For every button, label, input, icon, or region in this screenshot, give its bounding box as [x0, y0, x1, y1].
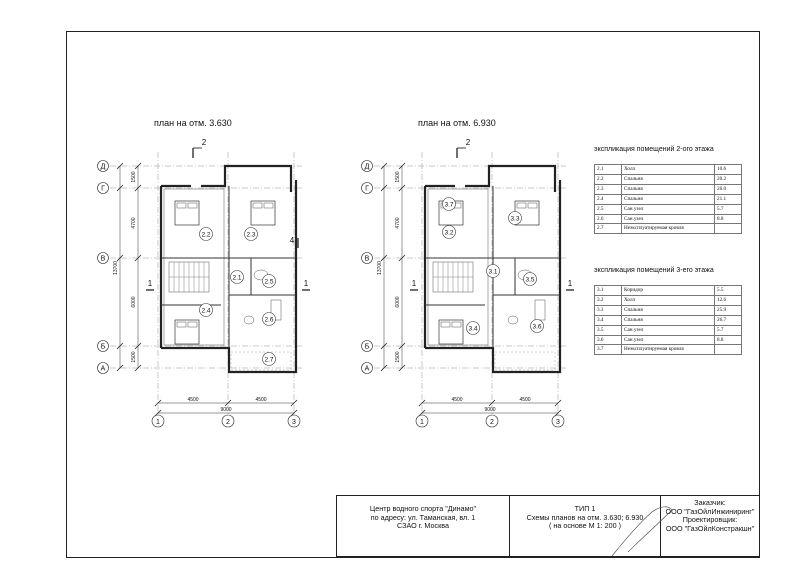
- dimension-value: 4500: [519, 397, 531, 403]
- explication-floor3-row: [595, 335, 742, 345]
- explication-floor2-row: [595, 224, 742, 234]
- dimension-value: 13700: [377, 261, 383, 275]
- title-block-sheet: [509, 495, 661, 557]
- dimension-value: 1500: [131, 351, 137, 363]
- bed-furniture: [175, 320, 199, 344]
- explication-floor2-cell-area: 10.6: [715, 165, 742, 175]
- sheet-line-2: Схемы планов на отм. 3.630; 6.930: [526, 512, 644, 522]
- customer-label: Заказчик:: [694, 498, 726, 507]
- bed-furniture: [175, 201, 199, 225]
- dimension-value: 9000: [220, 407, 232, 413]
- explication-floor3-table: [594, 285, 742, 355]
- explication-floor3-cell-num: 3.3: [595, 305, 622, 315]
- axis-row-label: Б: [364, 343, 370, 351]
- sink: [244, 316, 254, 324]
- axis-row-label: А: [364, 365, 370, 373]
- section-mark-label: 2: [465, 138, 471, 147]
- explication-floor2-row: [595, 204, 742, 214]
- room-label-2.5: 2.5: [264, 278, 274, 286]
- explication-floor2-cell-num: 2.4: [595, 194, 622, 204]
- explication-floor2-cell-name: Спальня: [622, 194, 715, 204]
- plan-title-floor3: план на отм. 6.930: [418, 118, 496, 128]
- room-label-2.2: 2.2: [201, 231, 211, 239]
- room-label-3.7: 3.7: [444, 201, 454, 209]
- explication-floor2-cell-name: Сан.узел: [622, 214, 715, 224]
- axis-col-label: 1: [156, 419, 160, 426]
- room-label-2.7: 2.7: [264, 356, 274, 364]
- explication-floor3-row: [595, 345, 742, 355]
- roof-area-hatch: [231, 352, 291, 370]
- explication-floor2-row: [595, 214, 742, 224]
- shower: [535, 300, 545, 320]
- explication-floor3-cell-num: 3.2: [595, 295, 622, 305]
- explication-floor3-row: [595, 325, 742, 335]
- dimension-value: 4500: [255, 397, 267, 403]
- plan-title-floor2: план на отм. 3.630: [154, 118, 232, 128]
- explication-floor3-row: [595, 286, 742, 296]
- explication-floor2-cell-area: 8.8: [715, 214, 742, 224]
- room-label-3.2: 3.2: [444, 229, 454, 237]
- sink: [508, 316, 518, 324]
- explication-floor3-cell-area: 8.8: [715, 335, 742, 345]
- room-label-2.3: 2.3: [246, 231, 256, 239]
- explication-floor2-title: экспликация помещений 2-ого этажа: [594, 146, 714, 153]
- explication-floor3-cell-name: Холл: [622, 295, 715, 305]
- explication-floor3-cell-name: Коридор: [622, 286, 715, 296]
- explication-floor3-cell-area: 12.6: [715, 295, 742, 305]
- dimension-value: 1500: [395, 171, 401, 183]
- axis-row-label: Д: [364, 163, 370, 171]
- explication-floor3-title: экспликация помещений 3-его этажа: [594, 267, 714, 274]
- dimension-value: 4500: [451, 397, 463, 403]
- section-mark-label: 4: [289, 236, 295, 245]
- explication-floor3-cell-name: Неэксплуатируемая кровля: [622, 345, 715, 355]
- customer-name: ООО "ГазОйлИнжиниринг": [665, 506, 755, 516]
- section-mark-label: 1: [567, 279, 573, 288]
- room-label-3.1: 3.1: [488, 268, 498, 276]
- room-label-3.4: 3.4: [468, 325, 478, 333]
- explication-floor3-cell-area: 5.7: [715, 325, 742, 335]
- axis-col-label: 3: [292, 419, 296, 426]
- explication-floor2-cell-num: 2.5: [595, 204, 622, 214]
- explication-floor2-cell-num: 2.3: [595, 184, 622, 194]
- axis-row-label: Г: [365, 185, 369, 193]
- explication-floor3-cell-num: 3.6: [595, 335, 622, 345]
- explication-floor3-cell-num: 3.7: [595, 345, 622, 355]
- explication-floor3-cell-name: Спальня: [622, 315, 715, 325]
- dimension-value: 4700: [131, 217, 137, 229]
- project-line-1: Центр водного спорта "Динамо": [369, 504, 477, 513]
- explication-floor2-cell-area: 20.2: [715, 174, 742, 184]
- room-label-2.1: 2.1: [232, 274, 242, 282]
- explication-floor2-cell-area: [715, 224, 742, 234]
- roof-area-hatch: [495, 352, 555, 370]
- explication-floor3-cell-num: 3.4: [595, 315, 622, 325]
- explication-floor2-cell-name: Спальня: [622, 184, 715, 194]
- section-mark-label: 2: [201, 138, 207, 147]
- bed-furniture: [439, 320, 463, 344]
- axis-row-label: А: [100, 365, 106, 373]
- axis-row-label: Б: [100, 343, 106, 351]
- title-block-project: [336, 495, 510, 557]
- explication-floor3-cell-area: 25.9: [715, 305, 742, 315]
- title-block-parties: [660, 495, 760, 557]
- room-label-2.6: 2.6: [264, 316, 274, 324]
- room-label-3.5: 3.5: [525, 276, 535, 284]
- sheet-line-1: ТИП 1: [574, 504, 596, 513]
- explication-floor3-cell-num: 3.5: [595, 325, 622, 335]
- explication-floor3-row: [595, 315, 742, 325]
- explication-floor3-cell-area: 26.7: [715, 315, 742, 325]
- dimension-value: 6000: [131, 296, 137, 308]
- explication-floor3-row: [595, 305, 742, 315]
- explication-floor2-row: [595, 194, 742, 204]
- explication-floor2-table: [594, 164, 742, 234]
- dimension-value: 13700: [113, 261, 119, 275]
- room-label-2.4: 2.4: [201, 307, 211, 315]
- room-label-3.3: 3.3: [510, 215, 520, 223]
- axis-row-label: Г: [101, 185, 105, 193]
- section-mark-label: 1: [411, 279, 417, 288]
- explication-floor2-cell-num: 2.7: [595, 224, 622, 234]
- explication-floor3-cell-name: Спальня: [622, 305, 715, 315]
- explication-floor3-cell-area: [715, 345, 742, 355]
- explication-floor3-cell-name: Сан.узел: [622, 325, 715, 335]
- axis-row-label: Д: [100, 163, 106, 171]
- dimension-value: 6000: [395, 296, 401, 308]
- bed-furniture: [251, 201, 275, 225]
- dimension-value: 4700: [395, 217, 401, 229]
- explication-floor2-cell-name: Сан.узел: [622, 204, 715, 214]
- dimension-value: 9000: [484, 407, 496, 413]
- axis-row-label: В: [364, 255, 370, 263]
- axis-row-label: В: [100, 255, 106, 263]
- designer-name: ООО "ГазОйлКонстракшн": [665, 523, 755, 533]
- dimension-value: 1500: [395, 351, 401, 363]
- explication-floor3-cell-area: 5.5: [715, 286, 742, 296]
- explication-floor2-cell-name: Неэксплуатируемая кровля: [622, 224, 715, 234]
- explication-floor2-row: [595, 165, 742, 175]
- dimension-value: 4500: [187, 397, 199, 403]
- project-line-2: по адресу: ул. Таманская, вл. 1: [370, 512, 476, 522]
- explication-floor2-cell-name: Спальня: [622, 174, 715, 184]
- explication-floor3-cell-num: 3.1: [595, 286, 622, 296]
- explication-floor3-cell-name: Сан.узел: [622, 335, 715, 345]
- section-mark-label: 1: [147, 279, 153, 288]
- explication-floor2-cell-num: 2.1: [595, 165, 622, 175]
- axis-col-label: 2: [226, 419, 230, 426]
- project-line-3: СЗАО г. Москва: [397, 521, 449, 530]
- section-mark-label: 1: [303, 279, 309, 288]
- axis-col-label: 1: [420, 419, 424, 426]
- explication-floor2-cell-name: Холл: [622, 165, 715, 175]
- designer-label: Проектировщик:: [682, 515, 738, 524]
- explication-floor3-row: [595, 295, 742, 305]
- axis-col-label: 2: [490, 419, 494, 426]
- explication-floor2-row: [595, 184, 742, 194]
- explication-floor2-row: [595, 174, 742, 184]
- explication-floor2-cell-area: 21.1: [715, 194, 742, 204]
- sheet-line-3: ( на основе М 1: 200 ): [548, 521, 621, 530]
- axis-col-label: 3: [556, 419, 560, 426]
- explication-floor2-cell-num: 2.6: [595, 214, 622, 224]
- dimension-value: 1500: [131, 171, 137, 183]
- explication-floor2-cell-area: 26.0: [715, 184, 742, 194]
- room-label-3.6: 3.6: [532, 323, 542, 331]
- explication-floor2-cell-num: 2.2: [595, 174, 622, 184]
- explication-floor2-cell-area: 5.7: [715, 204, 742, 214]
